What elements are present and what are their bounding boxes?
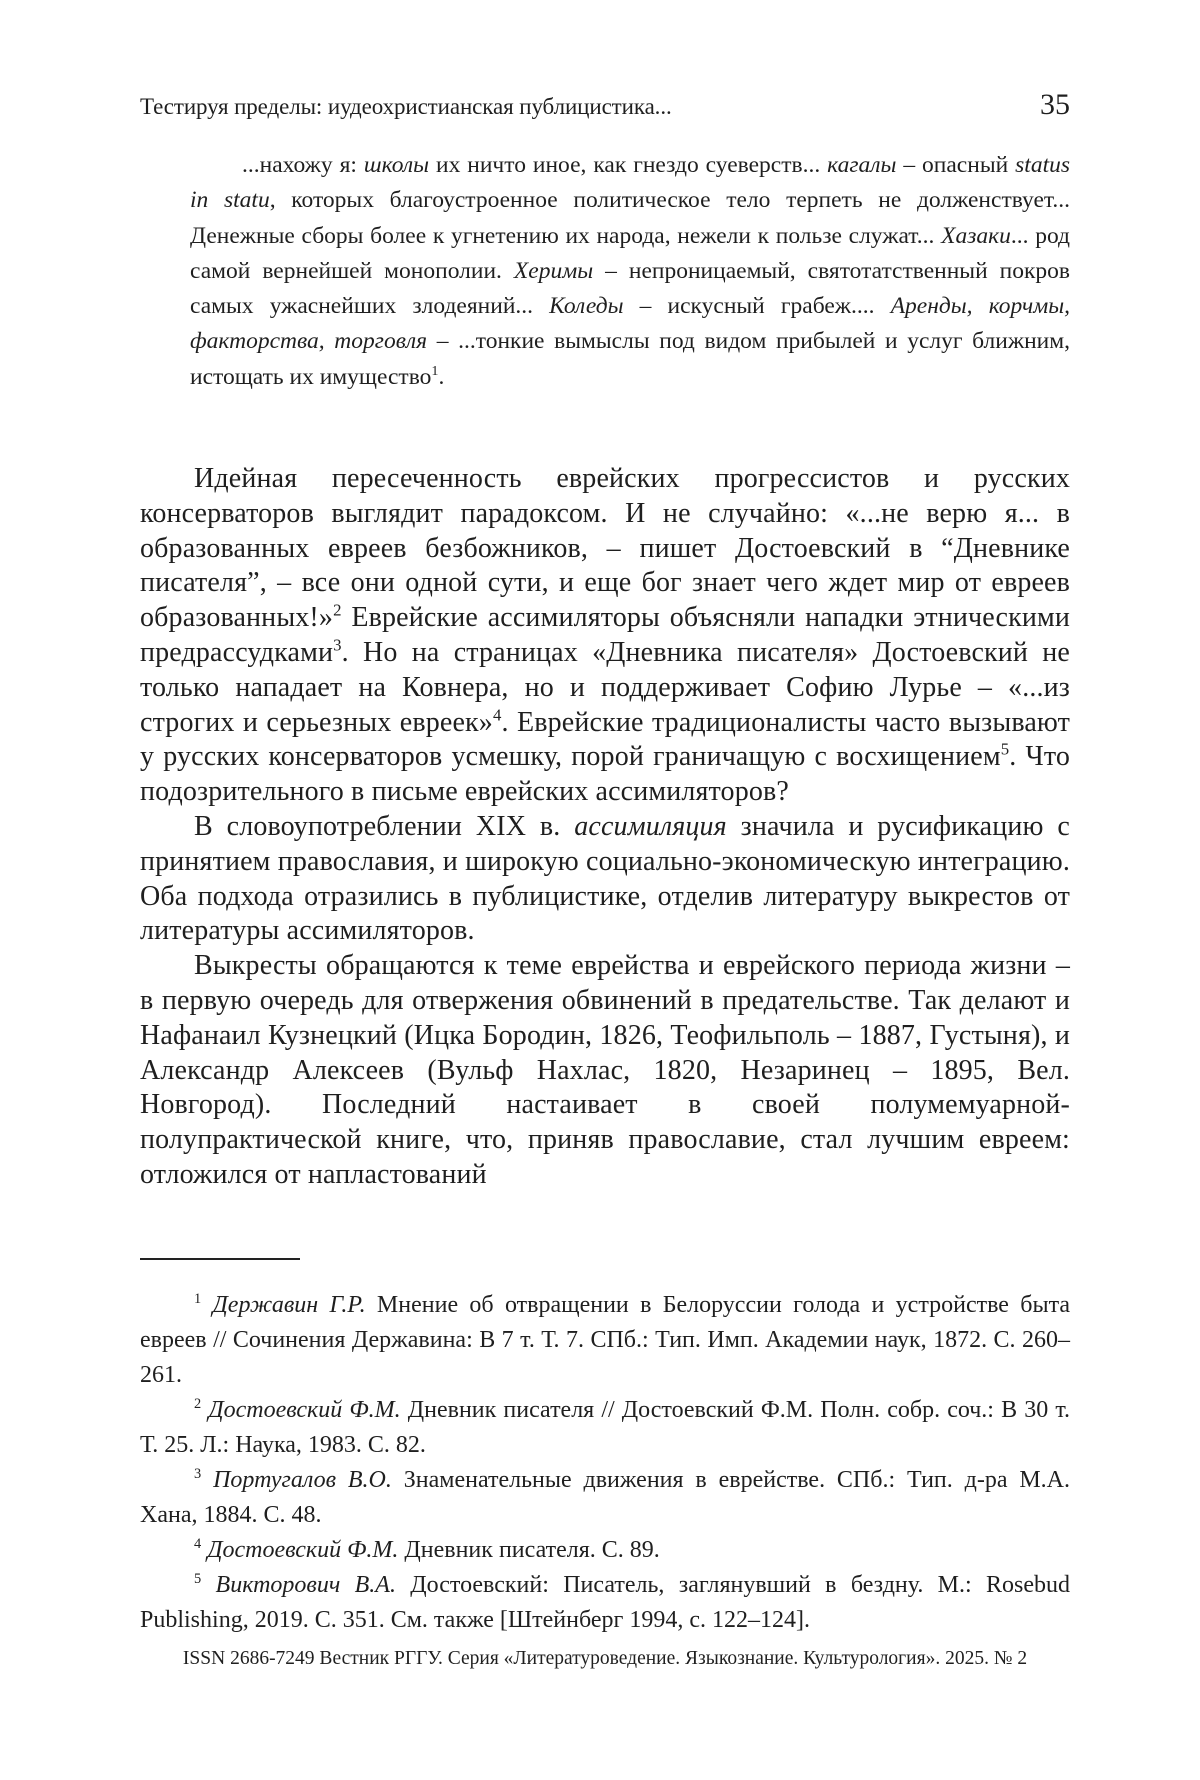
footnote: 5 Викторович В.А. Достоевский: Писатель, заглянувший в бездну. М.: Rosebud Publishing, 2019. С. 351. См. также [Штейнберг 1994, с. 122–124]. [140, 1568, 1070, 1638]
quote-paragraph: ...нахожу я: школы их ничто иное, как гнездо суеверств... кагалы – опасный status in statu, которых благоустроенное политическое тело терпеть не долженствует... Денежные сборы более к угнетению их народа, нежели к пользе служат... Хазаки... род самой вернейшей монополии. Херимы – непроницаемый, святотатственный покров самых ужаснейших злодеяний... Коледы – искусный грабеж.... Аренды, корчмы, факторства, торговля – ...тонкие вымыслы под видом прибылей и услуг ближним, истощать их имущество1. [190, 148, 1070, 395]
footnote-number: 3 [194, 1466, 201, 1482]
quote-emphasis: Коледы [549, 293, 623, 319]
footnote-rule [140, 1258, 300, 1260]
footnote-number: 4 [194, 1536, 201, 1552]
body-text [140, 462, 1070, 1193]
footnote: 2 Достоевский Ф.М. Дневник писателя // Достоевский Ф.М. Полн. собр. соч.: В 30 т. Т. 25. Л.: Наука, 1983. С. 82. [140, 1393, 1070, 1463]
running-head [140, 88, 1070, 122]
footnote-ref[interactable]: 4 [493, 705, 502, 724]
footnote-number: 2 [194, 1396, 201, 1412]
footnote-number: 1 [194, 1291, 201, 1307]
footnote-author: Державин Г.Р. [213, 1292, 366, 1318]
footnote-author: Достоевский Ф.М. [207, 1537, 398, 1563]
journal-page [0, 0, 1200, 1780]
quote-emphasis: школы [364, 152, 429, 178]
footnote-ref[interactable]: 1 [431, 363, 438, 379]
footnote: 1 Державин Г.Р. Мнение об отвращении в Белоруссии голода и устройстве быта евреев // Сочинения Державина: В 7 т. Т. 7. СПб.: Тип. Имп. Академии наук, 1872. С. 260–261. [140, 1288, 1070, 1393]
footnote-ref[interactable]: 3 [333, 636, 342, 655]
footnote-ref[interactable]: 2 [333, 601, 342, 620]
block-quote [190, 148, 1070, 395]
quote-emphasis: Хазаки [941, 223, 1011, 249]
running-title: Тестируя пределы: иудеохристианская публицистика... [140, 94, 672, 120]
footnote: 4 Достоевский Ф.М. Дневник писателя. С. 89. [140, 1533, 1070, 1568]
paragraph: Идейная пересеченность еврейских прогрессистов и русских консерваторов выглядит парадоксом. И не случайно: «...не верю я... в образованных евреев безбожников, – пишет Достоевский в “Дневнике писателя”, – все они одной сути, и еще бог знает чего ждет мир от евреев образованных!»2 Еврейские ассимиляторы объясняли нападки этническими предрассудками3. Но на страницах «Дневника писателя» Достоевский не только нападает на Ковнера, но и поддерживает Софию Лурье – «...из строгих и серьезных евреек»4. Еврейские традиционалисты часто вызывают у русских консерваторов усмешку, порой граничащую с восхищением5. Что подозрительного в письме еврейских ассимиляторов? [140, 462, 1070, 810]
footnote-author: Португалов В.О. [213, 1467, 392, 1493]
footnotes [140, 1288, 1070, 1638]
emphasis: ассимиляция [574, 811, 727, 842]
paragraph: Выкресты обращаются к теме еврейства и еврейского периода жизни – в первую очередь для отвержения обвинений в предательстве. Так делают и Нафанаил Кузнецкий (Ицка Бородин, 1826, Теофильполь – 1887, Густыня), и Александр Алексеев (Вульф Нахлас, 1820, Незаринец – 1895, Вел. Новгород). Последний настаивает в своей полумемуарной-полупрактической книге, что, приняв православие, стал лучшим евреем: отложился от напластований [140, 949, 1070, 1193]
footnote-ref[interactable]: 5 [1001, 740, 1010, 759]
quote-emphasis: Херимы [514, 258, 593, 284]
quote-emphasis: Аренды, корчмы, факторства, торговля [190, 293, 1070, 354]
page-number: 35 [1040, 88, 1070, 122]
footnote-author: Достоевский Ф.М. [208, 1397, 400, 1423]
footnote-number: 5 [194, 1571, 201, 1587]
quote-emphasis: кагалы [827, 152, 896, 178]
footnote: 3 Португалов В.О. Знаменательные движения в еврействе. СПб.: Тип. д-ра М.А. Хана, 1884. С. 48. [140, 1463, 1070, 1533]
paragraph: В словоупотреблении XIX в. ассимиляция значила и русификацию с принятием православия, и широкую социально-экономическую интеграцию. Оба подхода отразились в публицистике, отделив литературу выкрестов от литературы ассимиляторов. [140, 810, 1070, 949]
page-footer: ISSN 2686-7249 Вестник РГГУ. Серия «Литературоведение. Языкознание. Культурология». 2025. № 2 [140, 1648, 1070, 1670]
footnote-author: Викторович В.А. [216, 1572, 396, 1598]
quote-emphasis: status in statu [190, 152, 1070, 213]
